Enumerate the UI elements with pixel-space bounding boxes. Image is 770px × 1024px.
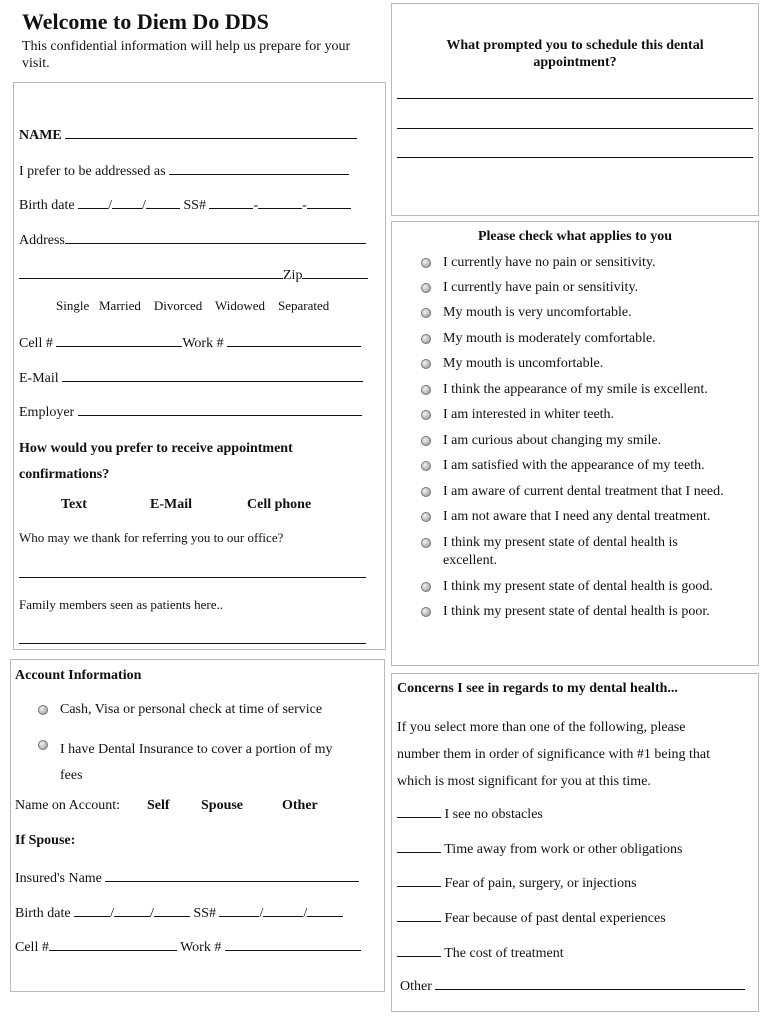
- checklist-item-continued: excellent.: [443, 553, 498, 568]
- account-option-other[interactable]: Other: [282, 798, 318, 813]
- prompted-section: [391, 3, 759, 216]
- spouse-birth-month-field[interactable]: [74, 902, 110, 917]
- marital-option[interactable]: Divorced: [153, 298, 203, 313]
- family-field[interactable]: [19, 643, 366, 644]
- checklist-radio[interactable]: [421, 359, 431, 369]
- checklist-item: My mouth is very uncomfortable.: [443, 305, 632, 320]
- name-on-account-label: Name on Account:: [15, 798, 120, 813]
- ss-part1-field[interactable]: [209, 194, 253, 209]
- checklist-item: I am interested in whiter teeth.: [443, 407, 615, 422]
- payment-option-cash: Cash, Visa or personal check at time of service: [60, 702, 323, 717]
- spouse-birth-ss-row: Birth date / / SS# / /: [15, 902, 343, 922]
- checklist-item: I am not aware that I need any dental treatment.: [443, 509, 711, 524]
- concern-rank-field[interactable]: [397, 907, 441, 922]
- name-row: NAME: [19, 124, 357, 144]
- checklist-radio[interactable]: [421, 436, 431, 446]
- marital-status-options: [56, 298, 329, 314]
- spouse-cell-field[interactable]: [49, 936, 177, 951]
- concern-other-field[interactable]: [435, 975, 745, 990]
- ss-part3-field[interactable]: [307, 194, 351, 209]
- checklist-radio[interactable]: [421, 334, 431, 344]
- concern-item: Fear because of past dental experiences: [397, 907, 666, 927]
- insured-name-row: Insured's Name: [15, 867, 359, 887]
- checklist-item: My mouth is moderately comfortable.: [443, 331, 656, 346]
- page-title: Welcome to Diem Do DDS: [22, 9, 269, 34]
- concern-item: Fear of pain, surgery, or injections: [397, 872, 637, 892]
- address-line2-field[interactable]: [19, 264, 283, 279]
- referral-label: Who may we thank for referring you to our office?: [19, 530, 284, 545]
- concern-rank-field[interactable]: [397, 803, 441, 818]
- checklist-radio[interactable]: [421, 607, 431, 617]
- email-field[interactable]: [62, 367, 363, 382]
- checklist-item: I think the appearance of my smile is excellent.: [443, 382, 708, 397]
- checklist-radio[interactable]: [421, 487, 431, 497]
- checklist-radio[interactable]: [421, 512, 431, 522]
- birth-year-field[interactable]: [146, 194, 180, 209]
- concerns-title: Concerns I see in regards to my dental health...: [397, 681, 678, 696]
- marital-option[interactable]: Single: [56, 298, 90, 313]
- birth-day-field[interactable]: [112, 194, 142, 209]
- spouse-ss-part1-field[interactable]: [219, 902, 259, 917]
- checklist-item: My mouth is uncomfortable.: [443, 356, 604, 371]
- ss-part2-field[interactable]: [258, 194, 302, 209]
- spouse-ss-part3-field[interactable]: [307, 902, 343, 917]
- spouse-phone-row: Cell # Work #: [15, 936, 361, 956]
- concern-item: The cost of treatment: [397, 942, 564, 962]
- birth-ss-row: Birth date / / SS# - -: [19, 194, 351, 214]
- concern-item: Time away from work or other obligations: [397, 838, 682, 858]
- account-option-self[interactable]: Self: [147, 798, 170, 813]
- cell-field[interactable]: [56, 332, 182, 347]
- spouse-birth-day-field[interactable]: [114, 902, 150, 917]
- concerns-intro: If you select more than one of the following, please number them in order of significance with #1 being that which is most significant for you at this time.: [397, 720, 710, 789]
- checklist-radio[interactable]: [421, 385, 431, 395]
- checklist-radio[interactable]: [421, 538, 431, 548]
- prompted-question: What prompted you to schedule this dental appointment?: [446, 38, 704, 70]
- payment-radio-insurance[interactable]: [38, 740, 48, 750]
- marital-option[interactable]: Widowed: [215, 298, 266, 313]
- checklist-item: I am aware of current dental treatment that I need.: [443, 484, 724, 499]
- marital-option[interactable]: Separated: [278, 298, 330, 313]
- spouse-work-field[interactable]: [225, 936, 361, 951]
- checklist-item: I currently have no pain or sensitivity.: [443, 255, 656, 270]
- checklist-radio[interactable]: [421, 461, 431, 471]
- if-spouse-label: If Spouse:: [15, 833, 76, 848]
- checklist-item: I am satisfied with the appearance of my teeth.: [443, 458, 705, 473]
- birth-month-field[interactable]: [78, 194, 108, 209]
- concern-rank-field[interactable]: [397, 942, 441, 957]
- address2-row: Zip: [19, 264, 368, 284]
- insured-name-field[interactable]: [105, 867, 359, 882]
- work-field[interactable]: [227, 332, 361, 347]
- name-field[interactable]: [65, 124, 357, 139]
- checklist-radio[interactable]: [421, 283, 431, 293]
- email-row: E-Mail: [19, 367, 363, 387]
- phone-row: Cell # Work #: [19, 332, 361, 352]
- concern-item: I see no obstacles: [397, 803, 543, 823]
- checklist-item: I think my present state of dental health is good.: [443, 579, 713, 594]
- prompted-answer-line[interactable]: [397, 128, 753, 129]
- confirm-option-cell-phone[interactable]: Cell phone: [247, 497, 312, 512]
- payment-option-insurance: I have Dental Insurance to cover a portion of my fees: [60, 742, 333, 783]
- marital-option[interactable]: Married: [98, 298, 141, 313]
- confirmation-question: How would you prefer to receive appointment confirmations?: [19, 441, 293, 482]
- prompted-answer-line[interactable]: [397, 98, 753, 99]
- confirm-option-email[interactable]: E-Mail: [150, 497, 192, 512]
- checklist-radio[interactable]: [421, 582, 431, 592]
- checklist-radio[interactable]: [421, 258, 431, 268]
- concern-rank-field[interactable]: [397, 838, 441, 853]
- family-label: Family members seen as patients here..: [19, 597, 223, 612]
- addressed-row: I prefer to be addressed as: [19, 160, 349, 180]
- employer-field[interactable]: [78, 401, 362, 416]
- checklist-item: I think my present state of dental health is: [443, 535, 678, 550]
- address-field[interactable]: [65, 229, 366, 244]
- zip-field[interactable]: [302, 264, 368, 279]
- checklist-radio[interactable]: [421, 308, 431, 318]
- account-title: Account Information: [15, 668, 142, 683]
- addressed-field[interactable]: [169, 160, 349, 175]
- checklist-radio[interactable]: [421, 410, 431, 420]
- payment-radio-cash[interactable]: [38, 705, 48, 715]
- referral-field[interactable]: [19, 577, 366, 578]
- checklist-item: I currently have pain or sensitivity.: [443, 280, 639, 295]
- spouse-birth-year-field[interactable]: [154, 902, 190, 917]
- checklist-item: I am curious about changing my smile.: [443, 433, 662, 448]
- concern-other-row: Other: [400, 975, 745, 995]
- checklist-title: Please check what applies to you: [477, 229, 673, 244]
- account-option-spouse[interactable]: Spouse: [201, 798, 244, 813]
- confirm-option-text[interactable]: Text: [61, 497, 87, 512]
- prompted-answer-line[interactable]: [397, 157, 753, 158]
- concern-rank-field[interactable]: [397, 872, 441, 887]
- employer-row: Employer: [19, 401, 362, 421]
- checklist-item: I think my present state of dental health is poor.: [443, 604, 710, 619]
- address-row: Address: [19, 229, 366, 249]
- spouse-ss-part2-field[interactable]: [263, 902, 303, 917]
- page-subtitle: This confidential information will help us prepare for your visit.: [22, 39, 351, 71]
